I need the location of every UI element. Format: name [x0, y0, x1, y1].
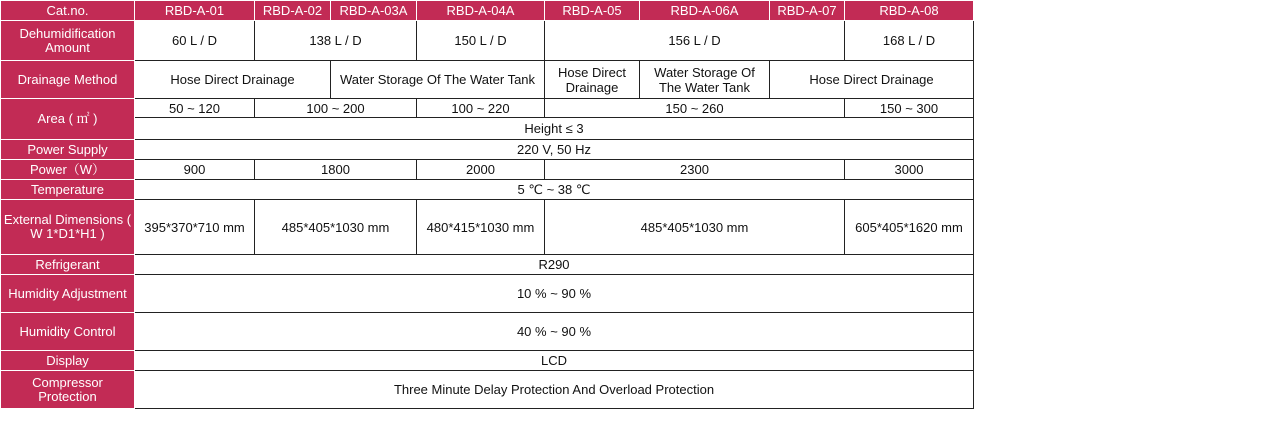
dimensions-value: 480*415*1030 mm	[417, 200, 545, 255]
dehumidification-value: 60 L / D	[135, 21, 255, 61]
header-model-7: RBD-A-07	[770, 1, 845, 21]
header-model-3: RBD-A-03A	[331, 1, 417, 21]
power-supply-row	[1, 140, 974, 160]
humidity-control-label: Humidity Control	[1, 313, 135, 351]
dimensions-value: 395*370*710 mm	[135, 200, 255, 255]
refrigerant-label: Refrigerant	[1, 255, 135, 275]
dehumidification-row	[1, 21, 974, 61]
dehumidification-value: 150 L / D	[417, 21, 545, 61]
temperature-row	[1, 180, 974, 200]
compressor-label: Compressor Protection	[1, 371, 135, 409]
dimensions-value: 485*405*1030 mm	[545, 200, 845, 255]
power-value: 2300	[545, 160, 845, 180]
dehumidification-value: 168 L / D	[845, 21, 974, 61]
header-model-1: RBD-A-01	[135, 1, 255, 21]
area-height-row	[1, 118, 974, 140]
display-row	[1, 351, 974, 371]
compressor-value: Three Minute Delay Protection And Overload Protection	[135, 371, 974, 409]
drainage-row	[1, 61, 974, 99]
power-value: 1800	[255, 160, 417, 180]
area-value: 150 ~ 260	[545, 99, 845, 118]
header-model-4: RBD-A-04A	[417, 1, 545, 21]
area-value: 150 ~ 300	[845, 99, 974, 118]
power-label: Power（W）	[1, 160, 135, 180]
dehumidification-value: 156 L / D	[545, 21, 845, 61]
humidity-control-value: 40 % ~ 90 %	[135, 313, 974, 351]
power-value: 900	[135, 160, 255, 180]
dehumidification-label: Dehumidification Amount	[1, 21, 135, 61]
compressor-row	[1, 371, 974, 409]
power-supply-value: 220 V, 50 Hz	[135, 140, 974, 160]
header-row	[1, 1, 974, 21]
area-row	[1, 99, 974, 118]
header-catno: Cat.no.	[1, 1, 135, 21]
dimensions-label: External Dimensions ( W 1*D1*H1 )	[1, 200, 135, 255]
dimensions-row	[1, 200, 974, 255]
area-height-note: Height ≤ 3	[135, 118, 974, 140]
header-model-2: RBD-A-02	[255, 1, 331, 21]
display-value: LCD	[135, 351, 974, 371]
refrigerant-value: R290	[135, 255, 974, 275]
humidity-adjustment-row	[1, 275, 974, 313]
refrigerant-row	[1, 255, 974, 275]
power-value: 2000	[417, 160, 545, 180]
area-value: 50 ~ 120	[135, 99, 255, 118]
temperature-label: Temperature	[1, 180, 135, 200]
dimensions-value: 485*405*1030 mm	[255, 200, 417, 255]
power-value: 3000	[845, 160, 974, 180]
drainage-label: Drainage Method	[1, 61, 135, 99]
display-label: Display	[1, 351, 135, 371]
header-model-6: RBD-A-06A	[640, 1, 770, 21]
temperature-value: 5 ℃ ~ 38 ℃	[135, 180, 974, 200]
area-value: 100 ~ 220	[417, 99, 545, 118]
power-supply-label: Power Supply	[1, 140, 135, 160]
drainage-value: Hose Direct Drainage	[545, 61, 640, 99]
drainage-value: Water Storage Of The Water Tank	[640, 61, 770, 99]
area-value: 100 ~ 200	[255, 99, 417, 118]
dimensions-value: 605*405*1620 mm	[845, 200, 974, 255]
drainage-value: Hose Direct Drainage	[770, 61, 974, 99]
drainage-value: Water Storage Of The Water Tank	[331, 61, 545, 99]
header-model-8: RBD-A-08	[845, 1, 974, 21]
power-row	[1, 160, 974, 180]
humidity-adjustment-value: 10 % ~ 90 %	[135, 275, 974, 313]
humidity-control-row	[1, 313, 974, 351]
drainage-value: Hose Direct Drainage	[135, 61, 331, 99]
humidity-adjustment-label: Humidity Adjustment	[1, 275, 135, 313]
header-model-5: RBD-A-05	[545, 1, 640, 21]
dehumidification-value: 138 L / D	[255, 21, 417, 61]
area-label: Area ( ㎡ )	[1, 99, 135, 140]
